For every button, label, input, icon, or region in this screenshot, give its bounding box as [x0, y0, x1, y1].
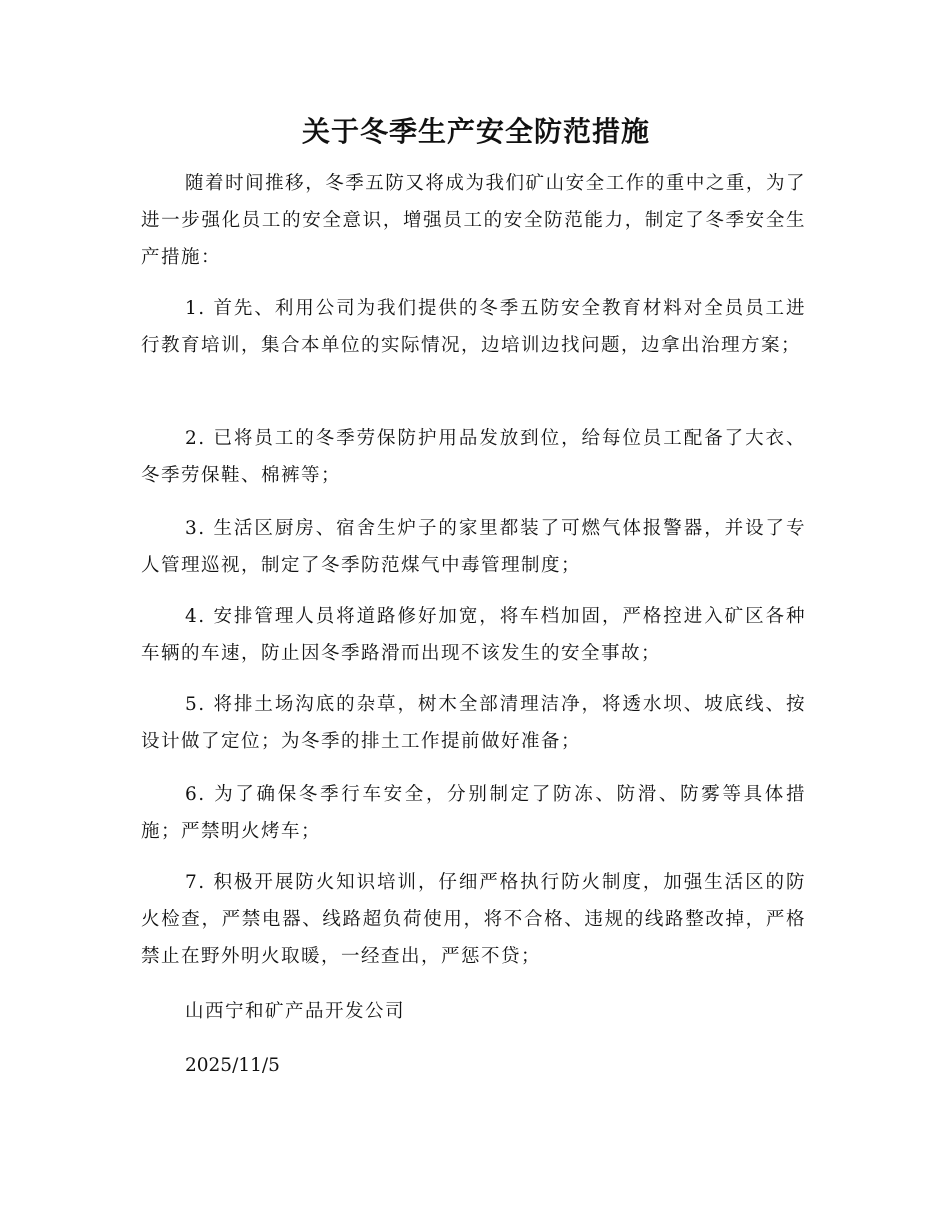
- measure-item-6: 6. 为了确保冬季行车安全，分别制定了防冻、防滑、防雾等具体措施；严禁明火烤车；: [141, 784, 806, 842]
- measure-item-2: 2. 已将员工的冬季劳保防护用品发放到位，给每位员工配备了大衣、冬季劳保鞋、棉裤等；: [141, 428, 806, 486]
- document-date: 2025/11/5: [185, 1055, 280, 1076]
- measure-item-7: 7. 积极开展防火知识培训，仔细严格执行防火制度，加强生活区的防火检查，严禁电器、线路超负荷使用，将不合格、违规的线路整改掉，严格禁止在野外明火取暖，一经查出，严惩不贷；: [141, 872, 806, 967]
- measure-item-5: 5. 将排土场沟底的杂草，树木全部清理洁净，将透水坝、坡底线、按设计做了定位；为冬季的排土工作提前做好准备；: [141, 694, 806, 752]
- document-title: 关于冬季生产安全防范措施: [301, 115, 650, 148]
- measure-item-4: 4. 安排管理人员将道路修好加宽，将车档加固，严格控进入矿区各种车辆的车速，防止因冬季路滑而出现不该发生的安全事故；: [141, 606, 806, 664]
- company-signature: 山西宁和矿产品开发公司: [185, 1001, 406, 1022]
- measure-item-3: 3. 生活区厨房、宿舍生炉子的家里都装了可燃气体报警器，并设了专人管理巡视，制定了冬季防范煤气中毒管理制度；: [141, 518, 806, 576]
- intro-paragraph: 随着时间推移，冬季五防又将成为我们矿山安全工作的重中之重，为了进一步强化员工的安全意识，增强员工的安全防范能力，制定了冬季安全生产措施：: [141, 173, 806, 268]
- measure-item-1: 1. 首先、利用公司为我们提供的冬季五防安全教育材料对全员员工进行教育培训，集合本单位的实际情况，边培训边找问题，边拿出治理方案；: [141, 298, 806, 356]
